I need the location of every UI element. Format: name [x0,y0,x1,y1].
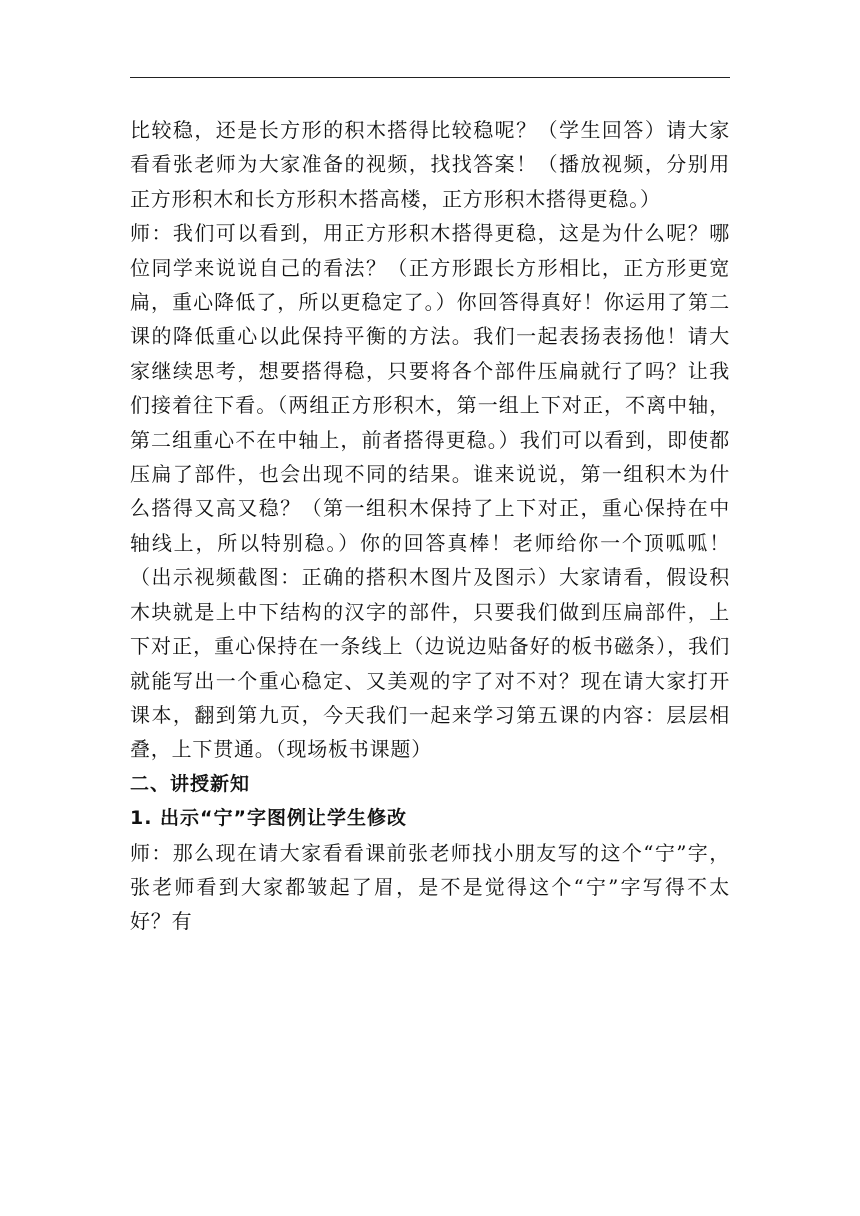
section-heading-teaching-new-knowledge: 二、讲授新知 [130,772,251,795]
subsection-heading-ning-character: 1. 出示“宁”字图例让学生修改 [130,807,408,830]
paragraph-block-stability: 比较稳，还是长方形的积木搭得比较稳呢？（学生回答）请大家看看张老师为大家准备的视频，找找答案！（播放视频，分别用正方形积木和长方形积木搭高楼，正方形积木搭得更稳。） [130,118,730,211]
paragraph-teacher-explanation: 师：我们可以看到，用正方形积木搭得更稳，这是为什么呢？哪位同学来说说自己的看法？（正方形跟长方形相比，正方形更宽扁，重心降低了，所以更稳定了。）你回答得真好！你运用了第二课的降低重心以此保持平衡的方法。我们一起表扬表扬他！请大家继续思考，想要搭得稳，只要将各个部件压扁就行了吗？让我们接着往下看。（两组正方形积木，第一组上下对正，不离中轴，第二组重心不在中轴上，前者搭得更稳。）我们可以看到，即使都压扁了部件，也会出现不同的结果。谁来说说，第一组积木为什么搭得又高又稳？（第一组积木保持了上下对正，重心保持在中轴线上，所以特别稳。）你的回答真棒！老师给你一个顶呱呱！（出示视频截图：正确的搭积木图片及图示）大家请看，假设积木块就是上中下结构的汉字的部件，只要我们做到压扁部件，上下对正，重心保持在一条线上（边说边贴备好的板书磁条），我们就能写出一个重心稳定、又美观的字了对不对？现在请大家打开课本，翻到第九页，今天我们一起来学习第五课的内容：层层相叠，上下贯通。（现场板书课题） [130,221,730,762]
document-body [130,113,730,939]
header-rule [130,77,730,78]
paragraph-ning-character: 师：那么现在请大家看看课前张老师找小朋友写的这个“宁”字，张老师看到大家都皱起了眉，是不是觉得这个“宁”字写得不太好？有 [130,840,730,934]
